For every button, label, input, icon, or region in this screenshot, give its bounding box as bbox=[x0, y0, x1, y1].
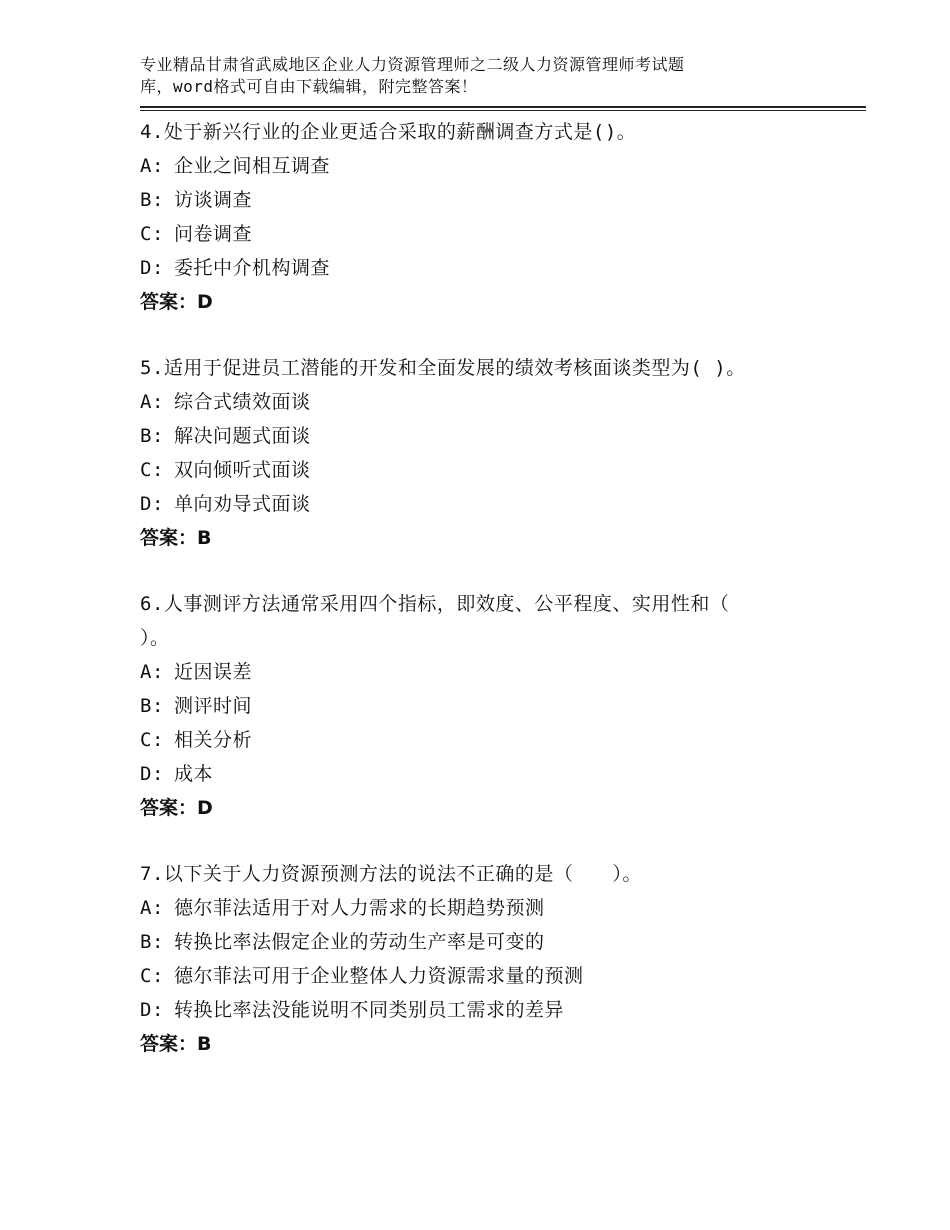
option-text: 综合式绩效面谈 bbox=[174, 391, 311, 413]
answer-option bbox=[140, 655, 866, 689]
question-title-line: ）。 bbox=[140, 627, 170, 649]
header-rule-thick bbox=[140, 106, 866, 108]
option-key: A: bbox=[140, 661, 164, 683]
answer-option bbox=[140, 723, 866, 757]
answer-option bbox=[140, 385, 866, 419]
answer-label: 答案：B bbox=[140, 527, 212, 549]
option-text: 问卷调查 bbox=[174, 223, 253, 245]
option-key: B: bbox=[140, 425, 164, 447]
option-text: 测评时间 bbox=[174, 695, 253, 717]
option-key: A: bbox=[140, 391, 164, 413]
option-key: C: bbox=[140, 459, 164, 481]
question-block bbox=[140, 115, 866, 319]
option-key: D: bbox=[140, 493, 164, 515]
option-text: 委托中介机构调查 bbox=[174, 257, 331, 279]
question-title bbox=[140, 587, 866, 655]
answer-option bbox=[140, 993, 866, 1027]
option-text: 近因误差 bbox=[174, 661, 253, 683]
document-page bbox=[140, 54, 866, 1093]
question-block bbox=[140, 351, 866, 555]
question-title bbox=[140, 351, 866, 385]
answer-option bbox=[140, 217, 866, 251]
option-text: 双向倾听式面谈 bbox=[174, 459, 311, 481]
question-title bbox=[140, 857, 866, 891]
option-key: B: bbox=[140, 931, 164, 953]
answer-option bbox=[140, 419, 866, 453]
answer-label: 答案：B bbox=[140, 1033, 212, 1055]
question-block bbox=[140, 587, 866, 825]
option-text: 德尔菲法可用于企业整体人力资源需求量的预测 bbox=[174, 965, 584, 987]
document-header bbox=[140, 54, 866, 98]
option-text: 单向劝导式面谈 bbox=[174, 493, 311, 515]
option-text: 转换比率法没能说明不同类别员工需求的差异 bbox=[174, 999, 565, 1021]
option-text: 相关分析 bbox=[174, 729, 253, 751]
answer-option bbox=[140, 487, 866, 521]
option-text: 转换比率法假定企业的劳动生产率是可变的 bbox=[174, 931, 545, 953]
option-key: C: bbox=[140, 223, 164, 245]
answer-option bbox=[140, 183, 866, 217]
answer-label: 答案：D bbox=[140, 291, 213, 313]
answer-option bbox=[140, 689, 866, 723]
answer-label: 答案：D bbox=[140, 797, 213, 819]
option-key: B: bbox=[140, 189, 164, 211]
question-block bbox=[140, 857, 866, 1061]
answer-option bbox=[140, 757, 866, 791]
option-key: D: bbox=[140, 999, 164, 1021]
answer-option bbox=[140, 925, 866, 959]
option-text: 德尔菲法适用于对人力需求的长期趋势预测 bbox=[174, 897, 545, 919]
question-title-line: 6.人事测评方法通常采用四个指标，即效度、公平程度、实用性和（ bbox=[140, 593, 730, 615]
question-list bbox=[140, 115, 866, 1061]
option-key: A: bbox=[140, 155, 164, 177]
answer-option bbox=[140, 959, 866, 993]
option-text: 访谈调查 bbox=[174, 189, 253, 211]
option-key: A: bbox=[140, 897, 164, 919]
option-key: C: bbox=[140, 729, 164, 751]
option-key: D: bbox=[140, 257, 164, 279]
header-rule-thin bbox=[140, 110, 866, 111]
option-text: 成本 bbox=[174, 763, 214, 785]
question-title bbox=[140, 115, 866, 149]
option-key: B: bbox=[140, 695, 164, 717]
option-text: 解决问题式面谈 bbox=[174, 425, 311, 447]
answer-option bbox=[140, 891, 866, 925]
option-key: C: bbox=[140, 965, 164, 987]
question-title-line: 4.处于新兴行业的企业更适合采取的薪酬调查方式是()。 bbox=[140, 121, 637, 143]
option-key: D: bbox=[140, 763, 164, 785]
header-line-2: 库，word格式可自由下载编辑，附完整答案！ bbox=[140, 77, 478, 96]
option-text: 企业之间相互调查 bbox=[174, 155, 331, 177]
question-title-line: 5.适用于促进员工潜能的开发和全面发展的绩效考核面谈类型为( )。 bbox=[140, 357, 746, 379]
header-line-1: 专业精品甘肃省武威地区企业人力资源管理师之二级人力资源管理师考试题 bbox=[140, 55, 685, 74]
answer-option bbox=[140, 149, 866, 183]
answer-option bbox=[140, 251, 866, 285]
question-title-line: 7.以下关于人力资源预测方法的说法不正确的是（ ）。 bbox=[140, 863, 642, 885]
answer-option bbox=[140, 453, 866, 487]
